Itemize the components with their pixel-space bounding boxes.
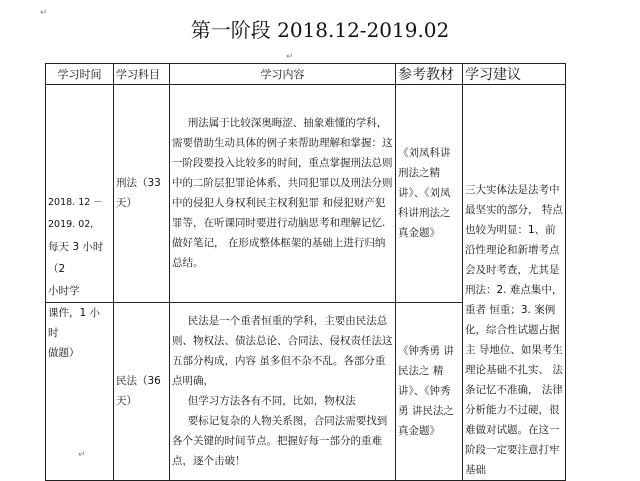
content-paragraph: 民法是一个重者恒重的学科，主要由民法总则、物权法、债法总论、合同法、侵权责任法这五部分构成，内容 虽多但不杂不乱。各部分重点明确， (172, 315, 393, 388)
content-paragraph: 要标记复杂的人物关系图，合同法需要找到各个关键的时间节点。把握好每一部分的重难点，逐个击破！ (172, 415, 388, 468)
daily-hours-cont: 做题） (48, 346, 80, 359)
content-cell (170, 85, 396, 303)
header-study-content: 学习内容 (170, 64, 396, 85)
paragraph-mark: ↵ (78, 450, 86, 460)
advice-cell: 三大实体法是法考中最坚实的部分， 特点也较为明显：1、前沿性理论和新增考点会及时考查，尤其是刑法：2. 难点集中，重者 恒重；3. 案例化，综合性试题占据主 导地位、如果考生 理论基础不扎实、 法条记忆不准确， 法律分析能力不过硬，很难做对试题。在这一阶段一定要注意打牢基础 (463, 85, 566, 481)
content-cell (170, 302, 396, 480)
study-plan-table (45, 63, 566, 481)
paragraph-mark: ↵ (286, 52, 294, 62)
header-study-subject: 学习科目 (114, 64, 170, 85)
subject-cell: 民法（36 天） (114, 302, 170, 480)
content-paragraph: 但学习方法各有不同，比如，物权法 (187, 395, 356, 408)
reference-cell: 《钟秀勇 讲民法之 精讲》、《钟秀勇 讲民法之真金题》 (396, 302, 463, 480)
study-time-cell (46, 85, 114, 303)
page-title: 第一阶段 2018.12-2019.02 (190, 18, 450, 42)
daily-hours: 每天 3 小时（2 (48, 240, 104, 275)
time-range-end: 2019. 02, (48, 218, 94, 230)
header-study-time: 学习时间 (46, 64, 114, 85)
table-header-row (46, 64, 566, 85)
daily-hours-cont: 小时学 (48, 284, 80, 297)
reference-cell: 《刘凤科讲刑法之精讲》、《刘凤科讲刑法之真金题》 (396, 85, 463, 303)
header-study-advice: 学习建议 (463, 64, 566, 85)
table-row (46, 85, 566, 303)
header-reference-books: 参考教材 (396, 64, 463, 85)
subject-cell: 刑法（33 天） (114, 85, 170, 303)
time-range-start: 2018. 12 － (48, 196, 103, 208)
content-paragraph: 刑法属于比较深奥晦涩、抽象难懂的学科，需要借助生动具体的例子来帮助理解和掌握：这一阶段要投入比较多的时间，重点掌握刑法总则中的二阶层犯罪论体系、共同犯罪以及刑法分则中的侵犯人身权利民主权利犯罪 和侵犯财产犯罪等，在听课同时要进行动脑思考和理解记忆. 做好笔记， 在形成整体框架的基础上进行归纳总结。 (172, 117, 393, 270)
paragraph-mark: ↵ (40, 8, 48, 18)
daily-hours-cont: 课件，1 小 时 (48, 306, 101, 339)
